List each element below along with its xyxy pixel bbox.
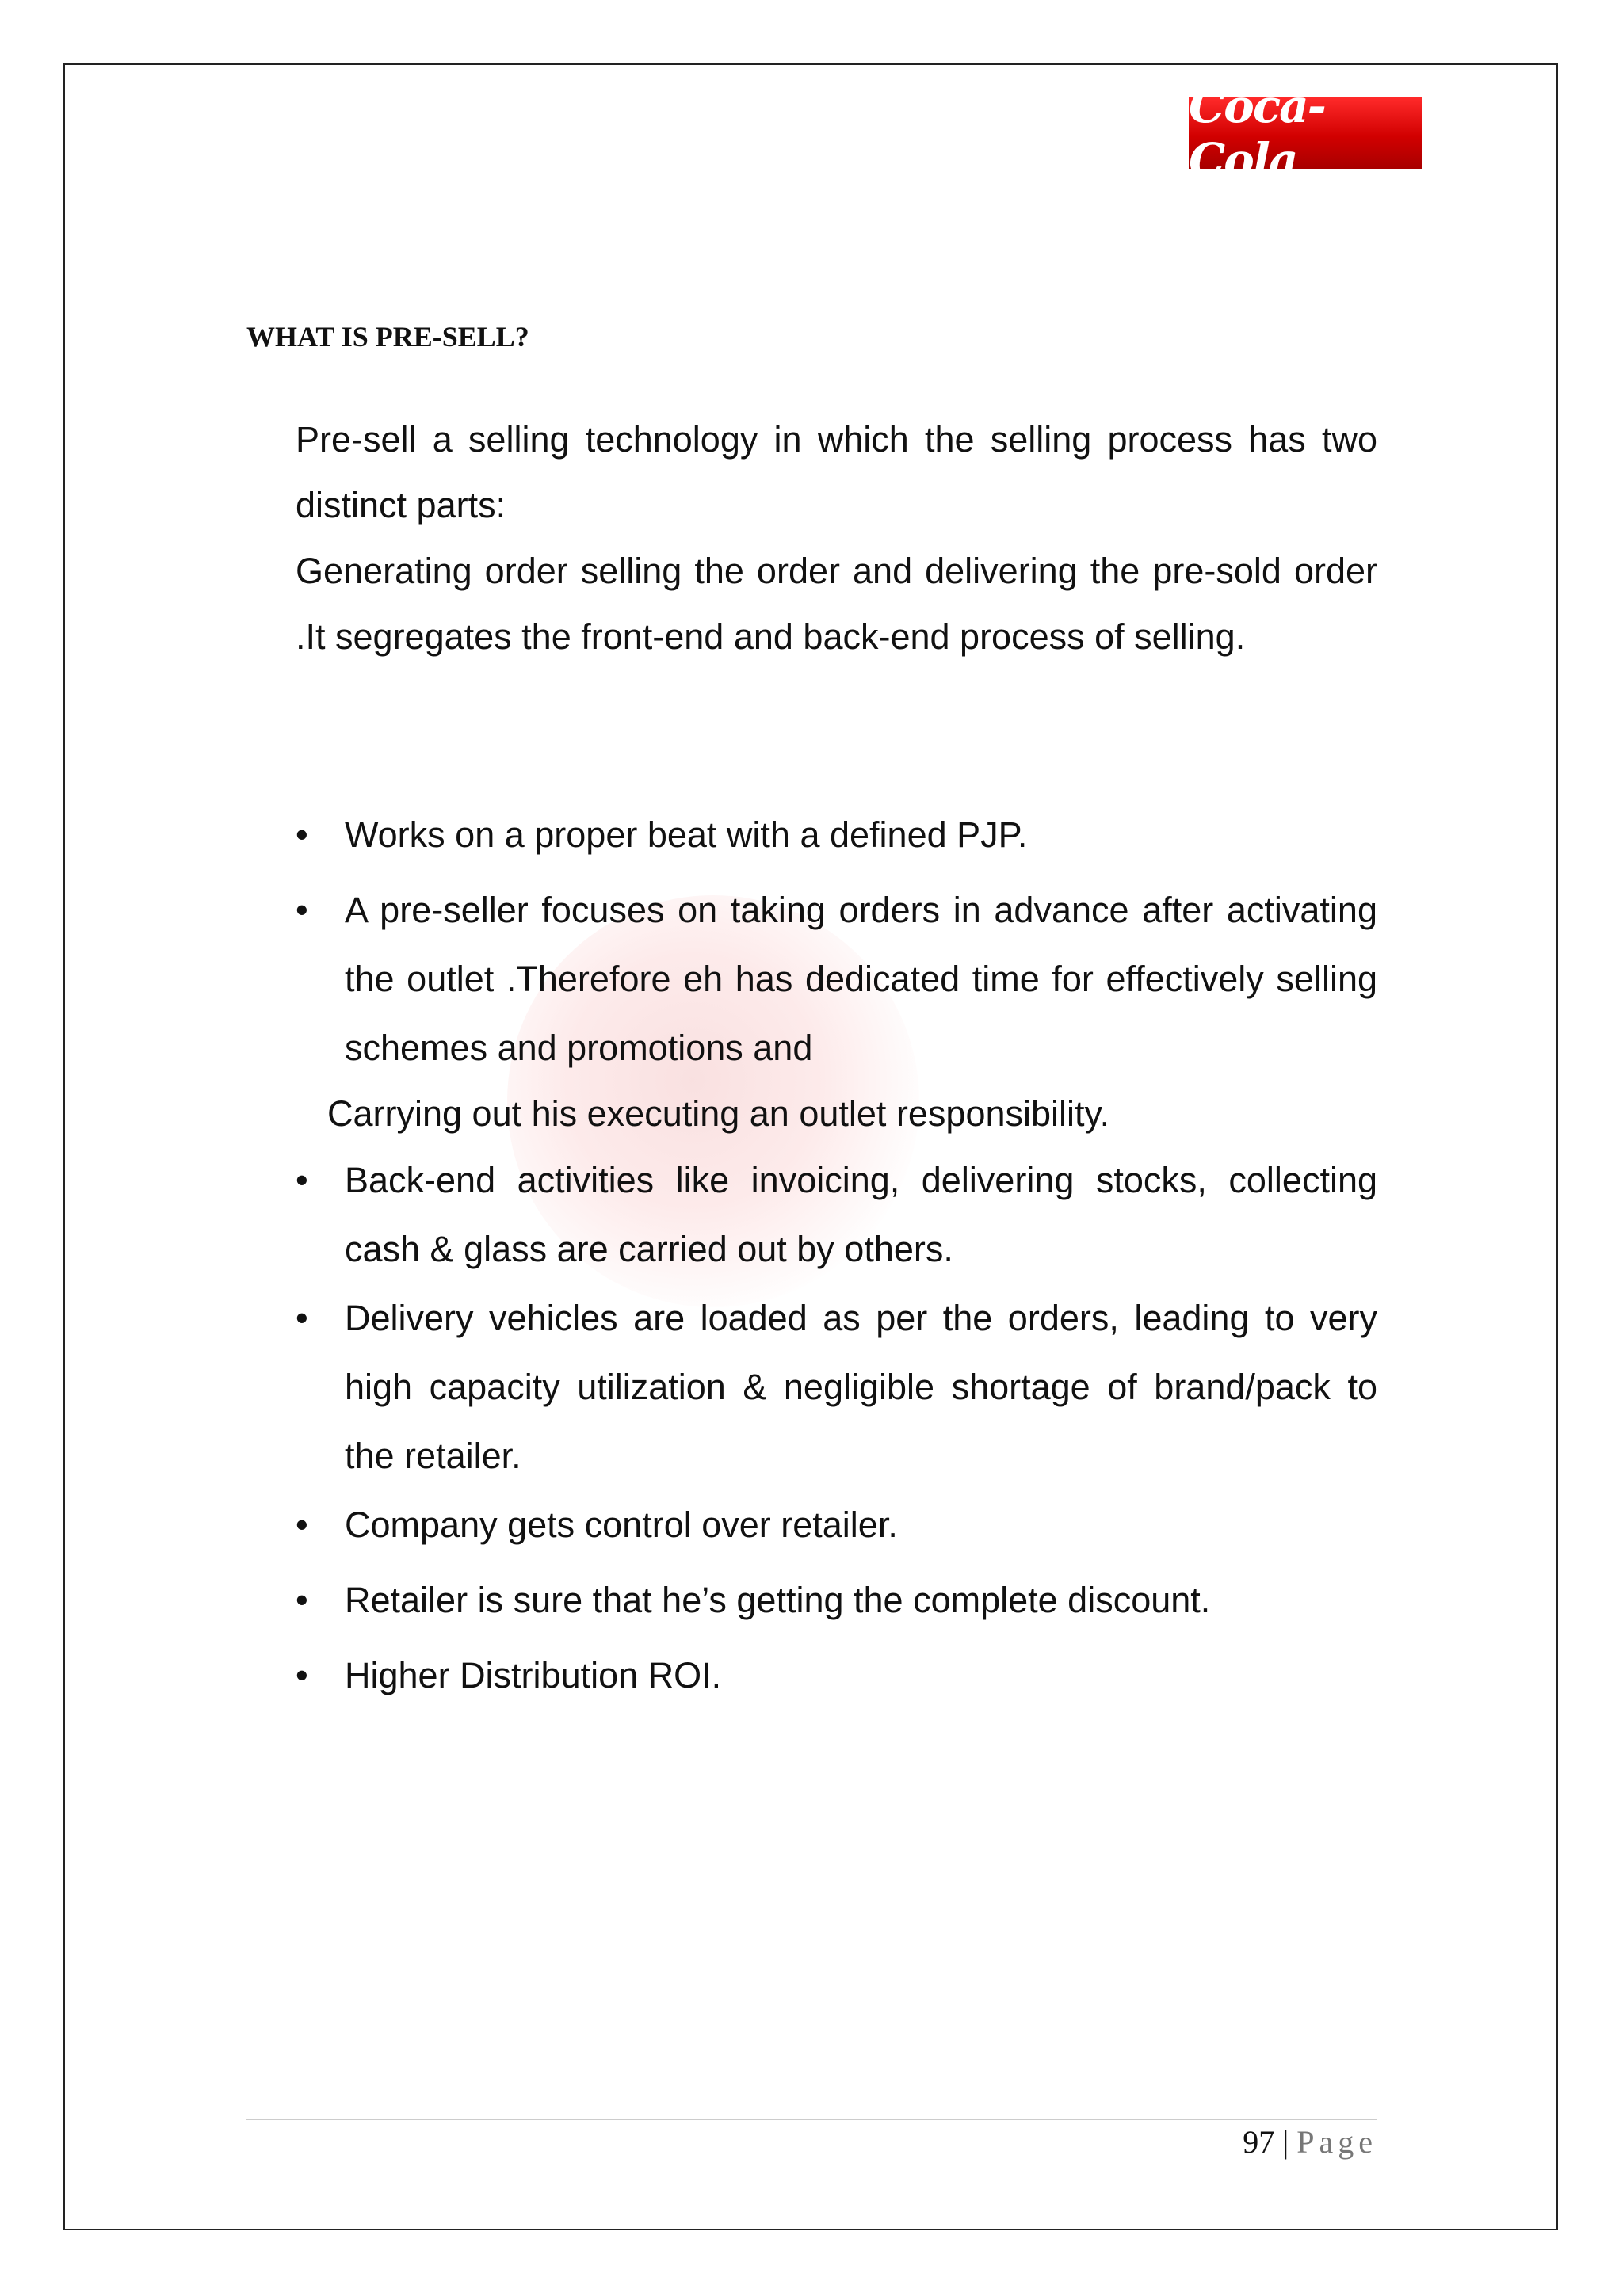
list-item-text: Higher Distribution ROI. bbox=[345, 1655, 722, 1695]
intro-paragraph-2: Generating order selling the order and delivering the pre-sold order .It segregates the front-end and back-end process of selling. bbox=[296, 551, 1377, 657]
list-item-text: Delivery vehicles are loaded as per the orders, leading to very high capacity utilization & negligible shortage of brand/pack to the retailer. bbox=[345, 1298, 1377, 1476]
list-item bbox=[296, 1146, 1377, 1283]
bullet-list bbox=[296, 800, 1377, 1716]
list-item-text: Company gets control over retailer. bbox=[345, 1505, 898, 1545]
footer-separator: | bbox=[1282, 2124, 1289, 2160]
bullet-icon: • bbox=[296, 1580, 308, 1620]
list-item bbox=[296, 875, 1377, 1082]
list-item bbox=[296, 1566, 1377, 1634]
bullet-icon: • bbox=[296, 1160, 308, 1200]
bullet-icon: • bbox=[296, 890, 308, 930]
section-heading: WHAT IS PRE-SELL? bbox=[246, 321, 529, 353]
list-item-text: A pre-seller focuses on taking orders in advance after activating the outlet .Therefore eh has dedicated time for effectively selling schemes and promotions and bbox=[345, 890, 1377, 1068]
bullet-icon: • bbox=[296, 1655, 308, 1695]
bullet-icon: • bbox=[296, 1298, 308, 1338]
bullet-icon: • bbox=[296, 814, 308, 855]
list-item-text: Works on a proper beat with a defined PJP. bbox=[345, 814, 1028, 855]
page-footer bbox=[1243, 2123, 1377, 2161]
list-item-text: Back-end activities like invoicing, delivering stocks, collecting cash & glass are carried out by others. bbox=[345, 1160, 1377, 1269]
bullet-icon: • bbox=[296, 1505, 308, 1545]
list-item bbox=[296, 1490, 1377, 1559]
list-item bbox=[296, 1641, 1377, 1710]
page-label: Page bbox=[1296, 2124, 1377, 2160]
list-continuation-text: Carrying out his executing an outlet responsibility. bbox=[327, 1093, 1110, 1134]
coca-cola-logo bbox=[1189, 79, 1422, 187]
page-number: 97 bbox=[1243, 2124, 1275, 2160]
list-item bbox=[296, 1283, 1377, 1490]
list-item bbox=[296, 800, 1377, 869]
logo-text: Coca-Cola bbox=[1189, 79, 1325, 187]
footer-divider bbox=[246, 2119, 1377, 2120]
list-item-text: Retailer is sure that he’s getting the complete discount. bbox=[345, 1580, 1211, 1620]
intro-text bbox=[296, 406, 1377, 669]
intro-paragraph-1: Pre-sell a selling technology in which the selling process has two distinct parts: bbox=[296, 419, 1377, 525]
